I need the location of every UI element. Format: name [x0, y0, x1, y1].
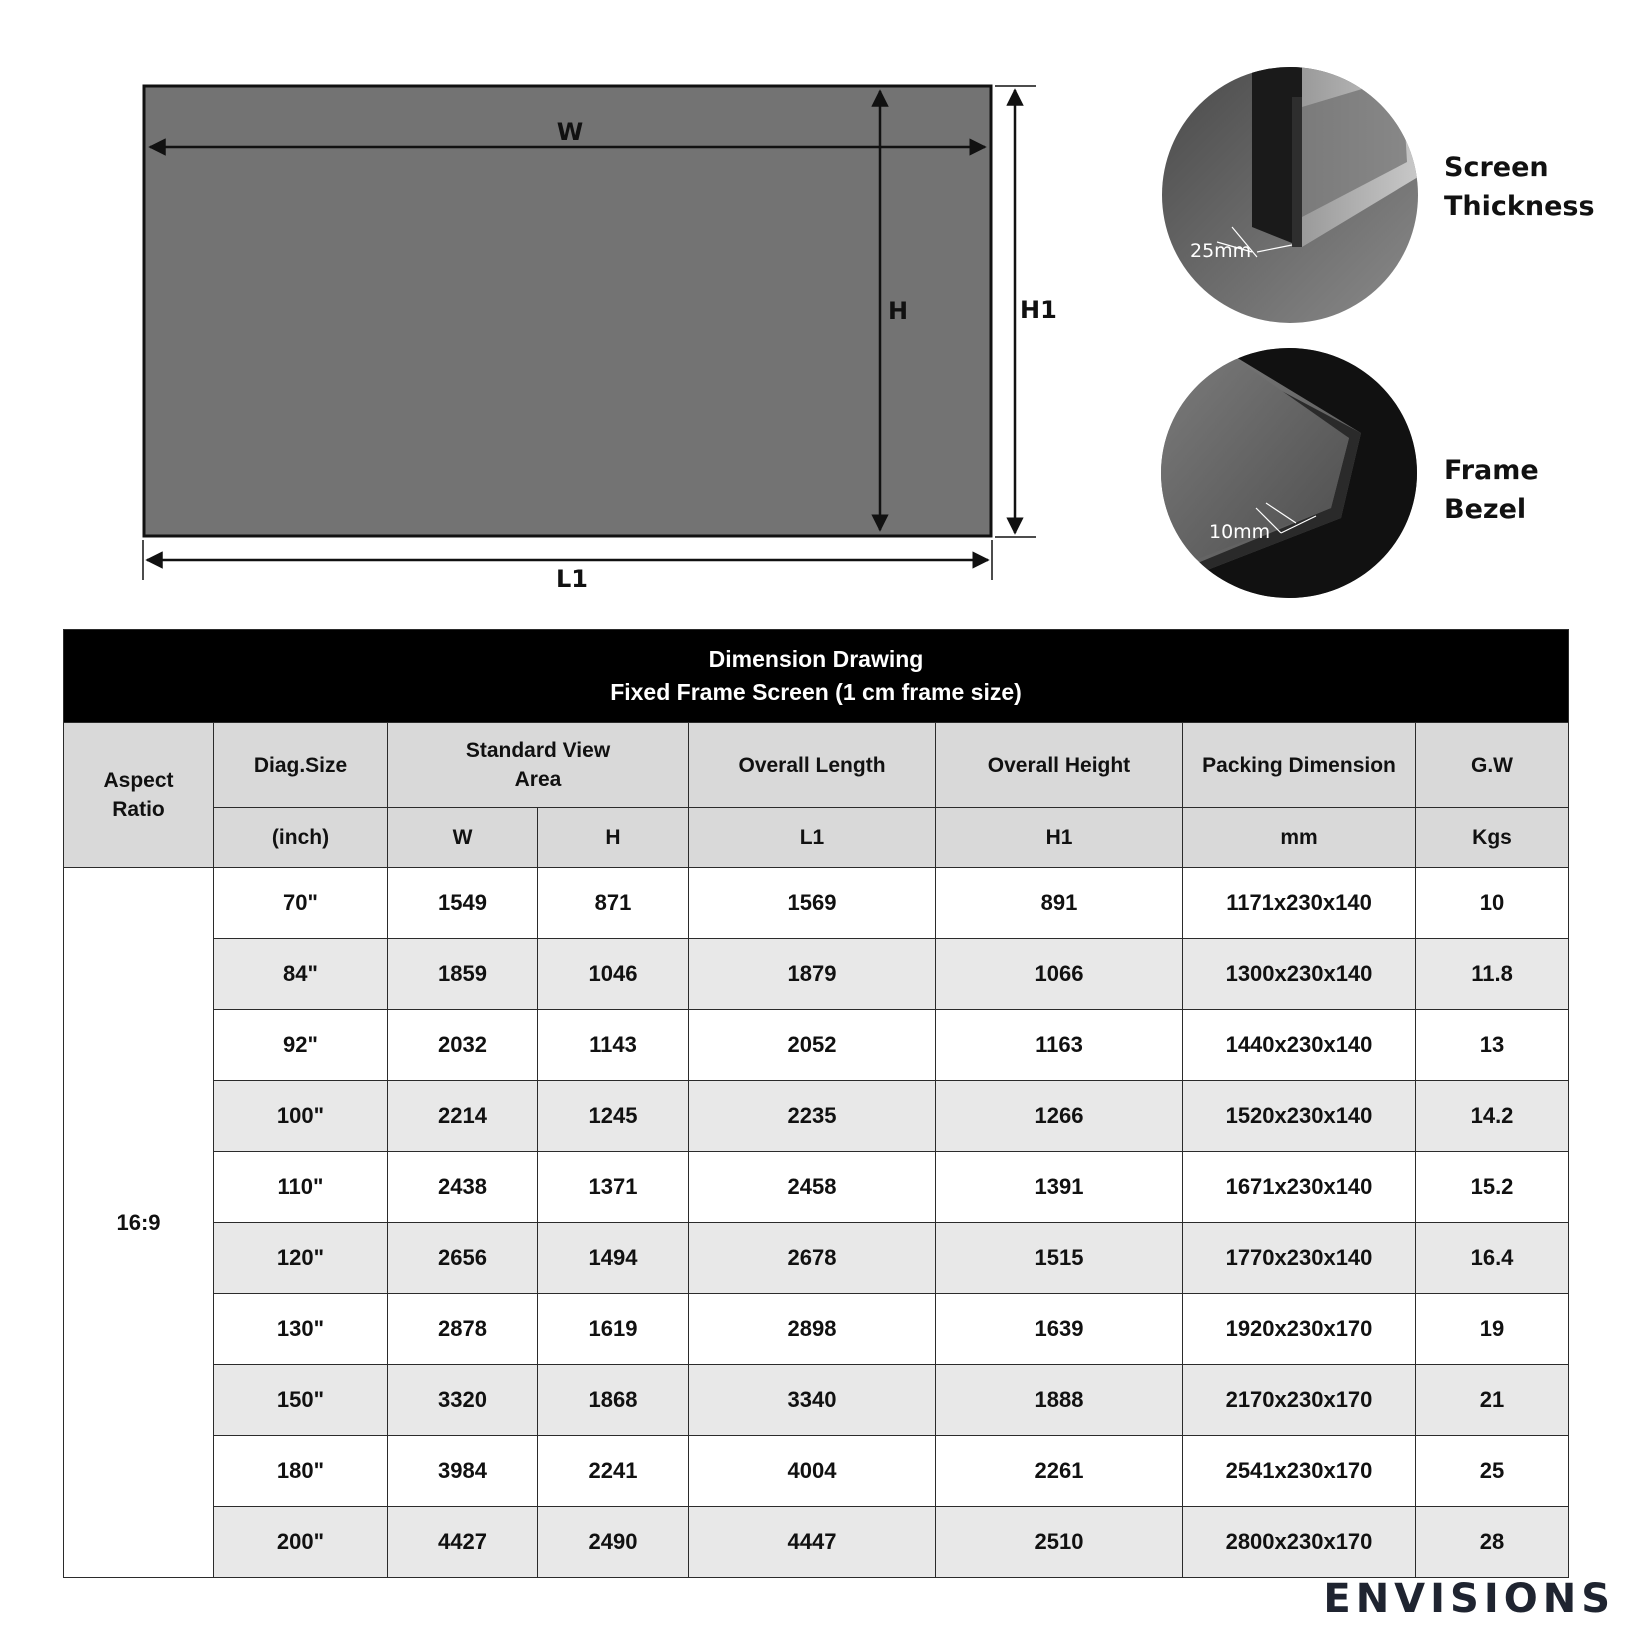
cell-w: 4427 — [388, 1507, 538, 1578]
dimension-table — [63, 629, 1569, 1578]
table-row — [64, 1365, 1569, 1436]
frame-bezel-label — [1444, 451, 1539, 529]
header-standard-view-line1: Standard View — [465, 739, 611, 762]
screen-thickness-line1: Screen — [1444, 152, 1549, 183]
cell-packing: 1770x230x140 — [1183, 1223, 1416, 1294]
width-label: W — [556, 118, 584, 146]
table-row — [64, 1223, 1569, 1294]
cell-w: 2438 — [388, 1152, 538, 1223]
cell-h: 1371 — [538, 1152, 689, 1223]
cell-h1: 1391 — [936, 1152, 1183, 1223]
table-row — [64, 1081, 1569, 1152]
table-row — [64, 1010, 1569, 1081]
overall-length-label: L1 — [556, 565, 588, 593]
cell-l1: 1879 — [689, 939, 936, 1010]
cell-h1: 1163 — [936, 1010, 1183, 1081]
table-row — [64, 1152, 1569, 1223]
cell-l1: 2458 — [689, 1152, 936, 1223]
cell-l1: 2052 — [689, 1010, 936, 1081]
table-row — [64, 1507, 1569, 1578]
cell-gw: 16.4 — [1416, 1223, 1569, 1294]
header-aspect-ratio — [64, 723, 214, 868]
header-overall-height: Overall Height — [936, 723, 1183, 808]
header-gw: G.W — [1416, 723, 1569, 808]
header-standard-view-line2: Area — [514, 768, 562, 791]
unit-packing: mm — [1183, 808, 1416, 868]
cell-l1: 2678 — [689, 1223, 936, 1294]
cell-diag: 100" — [214, 1081, 388, 1152]
cell-gw: 21 — [1416, 1365, 1569, 1436]
cell-w: 1859 — [388, 939, 538, 1010]
unit-diag: (inch) — [214, 808, 388, 868]
cell-l1: 2235 — [689, 1081, 936, 1152]
cell-diag: 110" — [214, 1152, 388, 1223]
table-title — [64, 630, 1569, 723]
cell-gw: 13 — [1416, 1010, 1569, 1081]
cell-w: 2214 — [388, 1081, 538, 1152]
cell-w: 1549 — [388, 868, 538, 939]
screen-thickness-label — [1444, 148, 1595, 226]
unit-gw: Kgs — [1416, 808, 1569, 868]
cell-l1: 4004 — [689, 1436, 936, 1507]
cell-l1: 2898 — [689, 1294, 936, 1365]
cell-diag: 70" — [214, 868, 388, 939]
unit-h: H — [538, 808, 689, 868]
cell-packing: 2170x230x170 — [1183, 1365, 1416, 1436]
cell-h1: 2261 — [936, 1436, 1183, 1507]
cell-packing: 1171x230x140 — [1183, 868, 1416, 939]
cell-diag: 150" — [214, 1365, 388, 1436]
cell-gw: 19 — [1416, 1294, 1569, 1365]
cell-w: 3984 — [388, 1436, 538, 1507]
table-body — [64, 868, 1569, 1578]
unit-h1: H1 — [936, 808, 1183, 868]
cell-h1: 2510 — [936, 1507, 1183, 1578]
table-row — [64, 1294, 1569, 1365]
cell-h: 1143 — [538, 1010, 689, 1081]
cell-gw: 10 — [1416, 868, 1569, 939]
header-diag-size: Diag.Size — [214, 723, 388, 808]
header-overall-length: Overall Length — [689, 723, 936, 808]
cell-l1: 1569 — [689, 868, 936, 939]
header-standard-view-area — [388, 723, 689, 808]
cell-h: 871 — [538, 868, 689, 939]
cell-diag: 180" — [214, 1436, 388, 1507]
cell-gw: 25 — [1416, 1436, 1569, 1507]
header-packing-dimension: Packing Dimension — [1183, 723, 1416, 808]
cell-diag: 130" — [214, 1294, 388, 1365]
aspect-ratio-cell: 16:9 — [64, 868, 214, 1578]
bezel-measure: 10mm — [1209, 521, 1271, 543]
cell-l1: 4447 — [689, 1507, 936, 1578]
frame-bezel-line2: Bezel — [1444, 494, 1527, 525]
table-row — [64, 939, 1569, 1010]
cell-gw: 11.8 — [1416, 939, 1569, 1010]
header-aspect-line1: Aspect — [103, 769, 174, 792]
header-aspect-line2: Ratio — [112, 798, 165, 821]
cell-h: 1245 — [538, 1081, 689, 1152]
cell-h: 1868 — [538, 1365, 689, 1436]
cell-diag: 200" — [214, 1507, 388, 1578]
table-row — [64, 868, 1569, 939]
unit-w: W — [388, 808, 538, 868]
cell-h: 1494 — [538, 1223, 689, 1294]
frame-bezel-photo — [1161, 348, 1417, 598]
cell-w: 2032 — [388, 1010, 538, 1081]
cell-gw: 15.2 — [1416, 1152, 1569, 1223]
cell-gw: 14.2 — [1416, 1081, 1569, 1152]
brand-logo: ENVISIONS — [1323, 1576, 1615, 1622]
table-title-line2: Fixed Frame Screen (1 cm frame size) — [610, 679, 1022, 705]
cell-h: 2241 — [538, 1436, 689, 1507]
cell-packing: 1920x230x170 — [1183, 1294, 1416, 1365]
cell-diag: 92" — [214, 1010, 388, 1081]
cell-h1: 1888 — [936, 1365, 1183, 1436]
cell-w: 2656 — [388, 1223, 538, 1294]
cell-h: 2490 — [538, 1507, 689, 1578]
dimension-drawing — [0, 0, 1100, 600]
frame-thickness-photo — [1162, 67, 1418, 323]
screen-surface — [144, 86, 991, 536]
cell-w: 2878 — [388, 1294, 538, 1365]
cell-packing: 1520x230x140 — [1183, 1081, 1416, 1152]
cell-packing: 1300x230x140 — [1183, 939, 1416, 1010]
unit-l1: L1 — [689, 808, 936, 868]
cell-l1: 3340 — [689, 1365, 936, 1436]
cell-h1: 1066 — [936, 939, 1183, 1010]
cell-h1: 891 — [936, 868, 1183, 939]
cell-w: 3320 — [388, 1365, 538, 1436]
cell-packing: 2800x230x170 — [1183, 1507, 1416, 1578]
cell-diag: 84" — [214, 939, 388, 1010]
cell-packing: 1671x230x140 — [1183, 1152, 1416, 1223]
cell-h1: 1266 — [936, 1081, 1183, 1152]
table-row — [64, 1436, 1569, 1507]
screen-thickness-line2: Thickness — [1444, 191, 1595, 222]
cell-h1: 1639 — [936, 1294, 1183, 1365]
table-title-line1: Dimension Drawing — [708, 646, 924, 672]
cell-h1: 1515 — [936, 1223, 1183, 1294]
cell-h: 1619 — [538, 1294, 689, 1365]
overall-height-label: H1 — [1020, 296, 1057, 324]
cell-packing: 1440x230x140 — [1183, 1010, 1416, 1081]
cell-packing: 2541x230x170 — [1183, 1436, 1416, 1507]
frame-bezel-line1: Frame — [1444, 455, 1539, 486]
cell-h: 1046 — [538, 939, 689, 1010]
thickness-measure: 25mm — [1190, 240, 1252, 262]
height-label: H — [887, 297, 909, 325]
cell-diag: 120" — [214, 1223, 388, 1294]
cell-gw: 28 — [1416, 1507, 1569, 1578]
